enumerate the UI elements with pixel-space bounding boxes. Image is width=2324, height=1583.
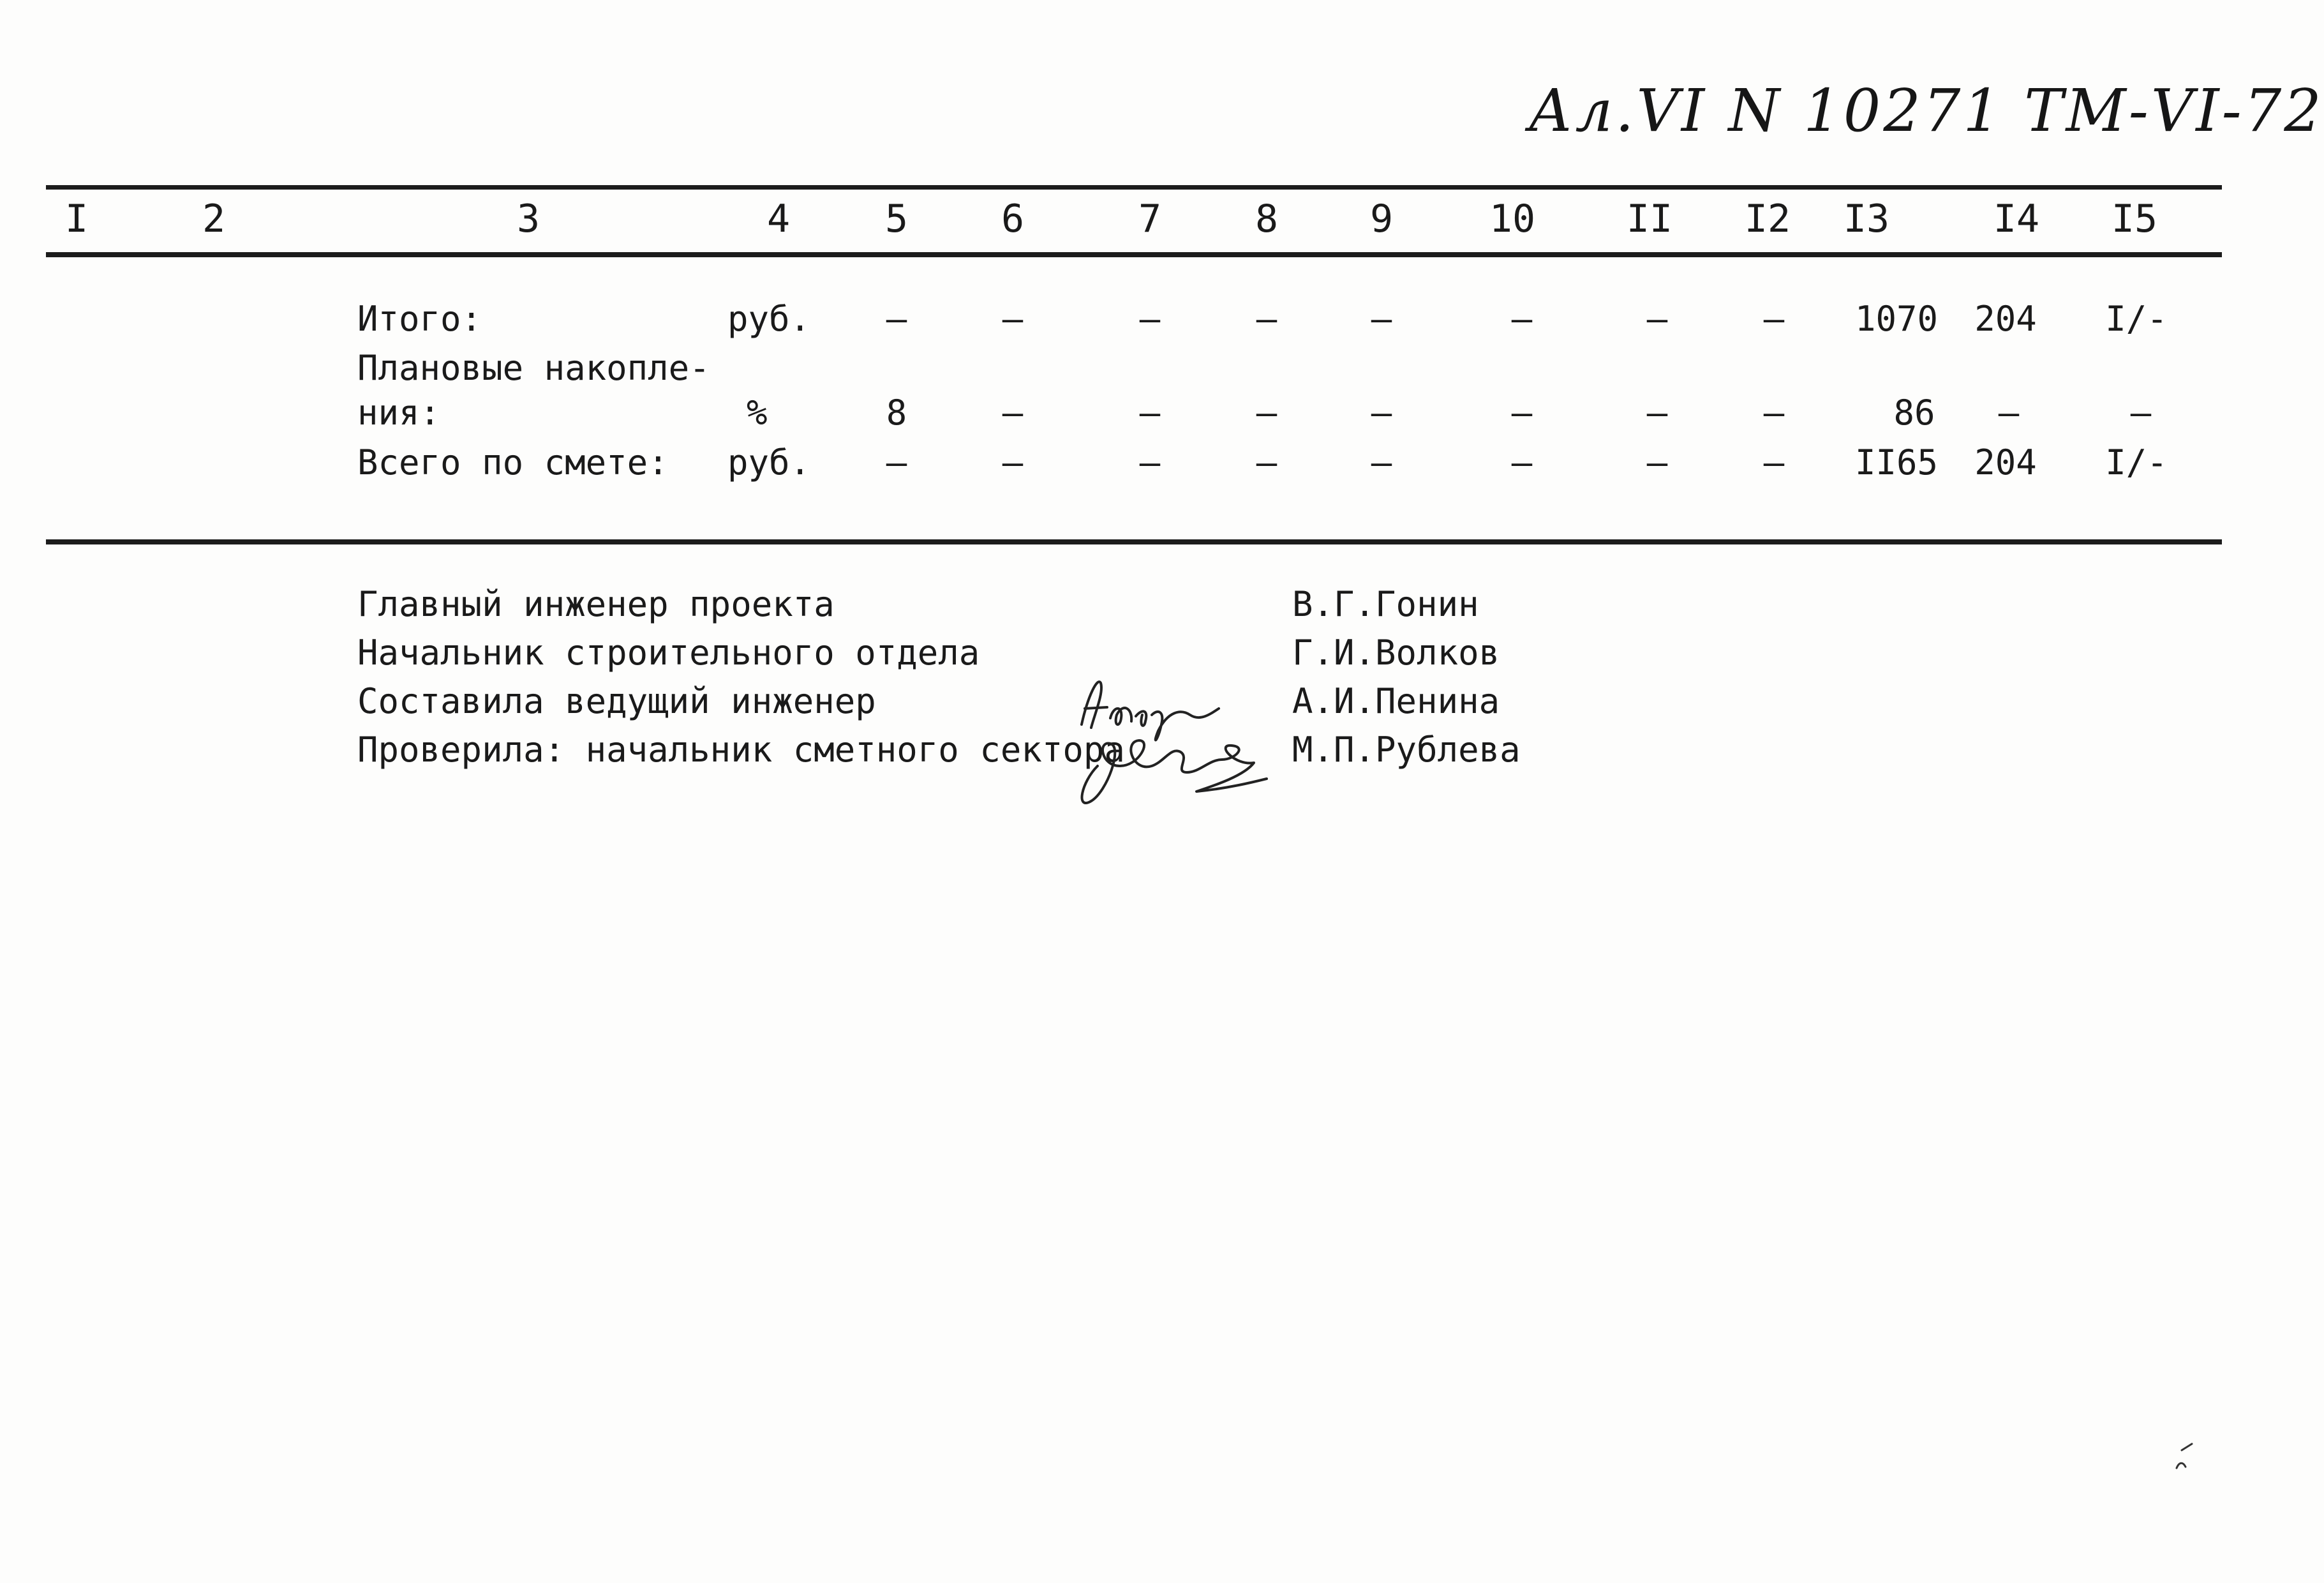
row-unit: % (747, 393, 768, 433)
column-header-2: 2 (202, 197, 226, 241)
signature-name: Г.И.Волков (1292, 633, 1500, 673)
handwritten-signature-icon (1062, 670, 1273, 817)
header-separator-rule (46, 252, 2222, 257)
table-cell: — (1763, 393, 1785, 433)
table-cell: — (1763, 299, 1785, 339)
column-header-7: 7 (1138, 197, 1162, 241)
table-cell: — (1998, 393, 2020, 433)
table-cell: — (1256, 393, 1277, 433)
table-cell: — (1511, 442, 1533, 483)
column-header-11: II (1626, 197, 1673, 241)
column-header-3: 3 (516, 197, 540, 241)
table-cell: — (1371, 442, 1392, 483)
table-cell: — (1763, 442, 1785, 483)
table-cell: — (2130, 393, 2152, 433)
table-cell: — (1002, 393, 1024, 433)
document-code: Ал.VI N 10271 TМ-VI-72 (1528, 77, 2324, 145)
signature-role: Главный инженер проекта (357, 584, 835, 624)
row-label: Всего по смете: (357, 442, 669, 483)
column-header-4: 4 (766, 197, 791, 241)
table-cell: — (1646, 393, 1668, 433)
table-cell: — (886, 442, 907, 483)
table-cell: — (1646, 442, 1668, 483)
column-header-1: I (64, 197, 89, 241)
margin-mark-icon (2173, 1436, 2198, 1474)
table-cell: 86 (1893, 393, 1935, 433)
signature-role: Проверила: начальник сметного сектора (357, 730, 1125, 770)
signature-name: А.И.Пенина (1292, 681, 1500, 721)
column-header-14: I4 (1993, 197, 2040, 241)
table-cell: 204 (1974, 299, 2037, 339)
row-label: ния: (357, 393, 441, 433)
row-unit: руб. (727, 299, 811, 339)
signature-role: Составила ведущий инженер (357, 681, 876, 721)
table-cell: — (1371, 299, 1392, 339)
column-header-9: 9 (1369, 197, 1394, 241)
table-cell: I/- (2105, 299, 2168, 339)
table-bottom-rule (46, 539, 2222, 544)
table-cell: — (1139, 299, 1161, 339)
signature-name: В.Г.Гонин (1292, 584, 1479, 624)
column-header-8: 8 (1255, 197, 1279, 241)
column-header-10: 10 (1489, 197, 1536, 241)
column-header-13: I3 (1843, 197, 1890, 241)
table-cell: — (1256, 442, 1277, 483)
table-cell: 8 (886, 393, 907, 433)
column-header-15: I5 (2111, 197, 2158, 241)
column-header-6: 6 (1001, 197, 1025, 241)
table-cell: — (1646, 299, 1668, 339)
table-cell: — (1371, 393, 1392, 433)
row-label: Итого: (357, 299, 482, 339)
column-header-12: I2 (1744, 197, 1791, 241)
column-header-5: 5 (884, 197, 909, 241)
table-cell: 1070 (1854, 299, 1939, 339)
table-cell: — (1256, 299, 1277, 339)
table-cell: 204 (1974, 442, 2037, 483)
table-cell: — (1002, 299, 1024, 339)
table-top-rule (46, 185, 2222, 190)
table-cell: — (1511, 393, 1533, 433)
row-unit: руб. (727, 442, 811, 483)
row-label: Плановые накопле- (357, 348, 710, 388)
table-cell: I/- (2105, 442, 2168, 483)
table-cell: — (1511, 299, 1533, 339)
table-cell: — (1139, 393, 1161, 433)
table-cell: — (886, 299, 907, 339)
table-cell: — (1139, 442, 1161, 483)
signature-role: Начальник строительного отдела (357, 633, 980, 673)
table-cell: II65 (1854, 442, 1939, 483)
table-cell: — (1002, 442, 1024, 483)
signature-name: М.П.Рублева (1292, 730, 1521, 770)
